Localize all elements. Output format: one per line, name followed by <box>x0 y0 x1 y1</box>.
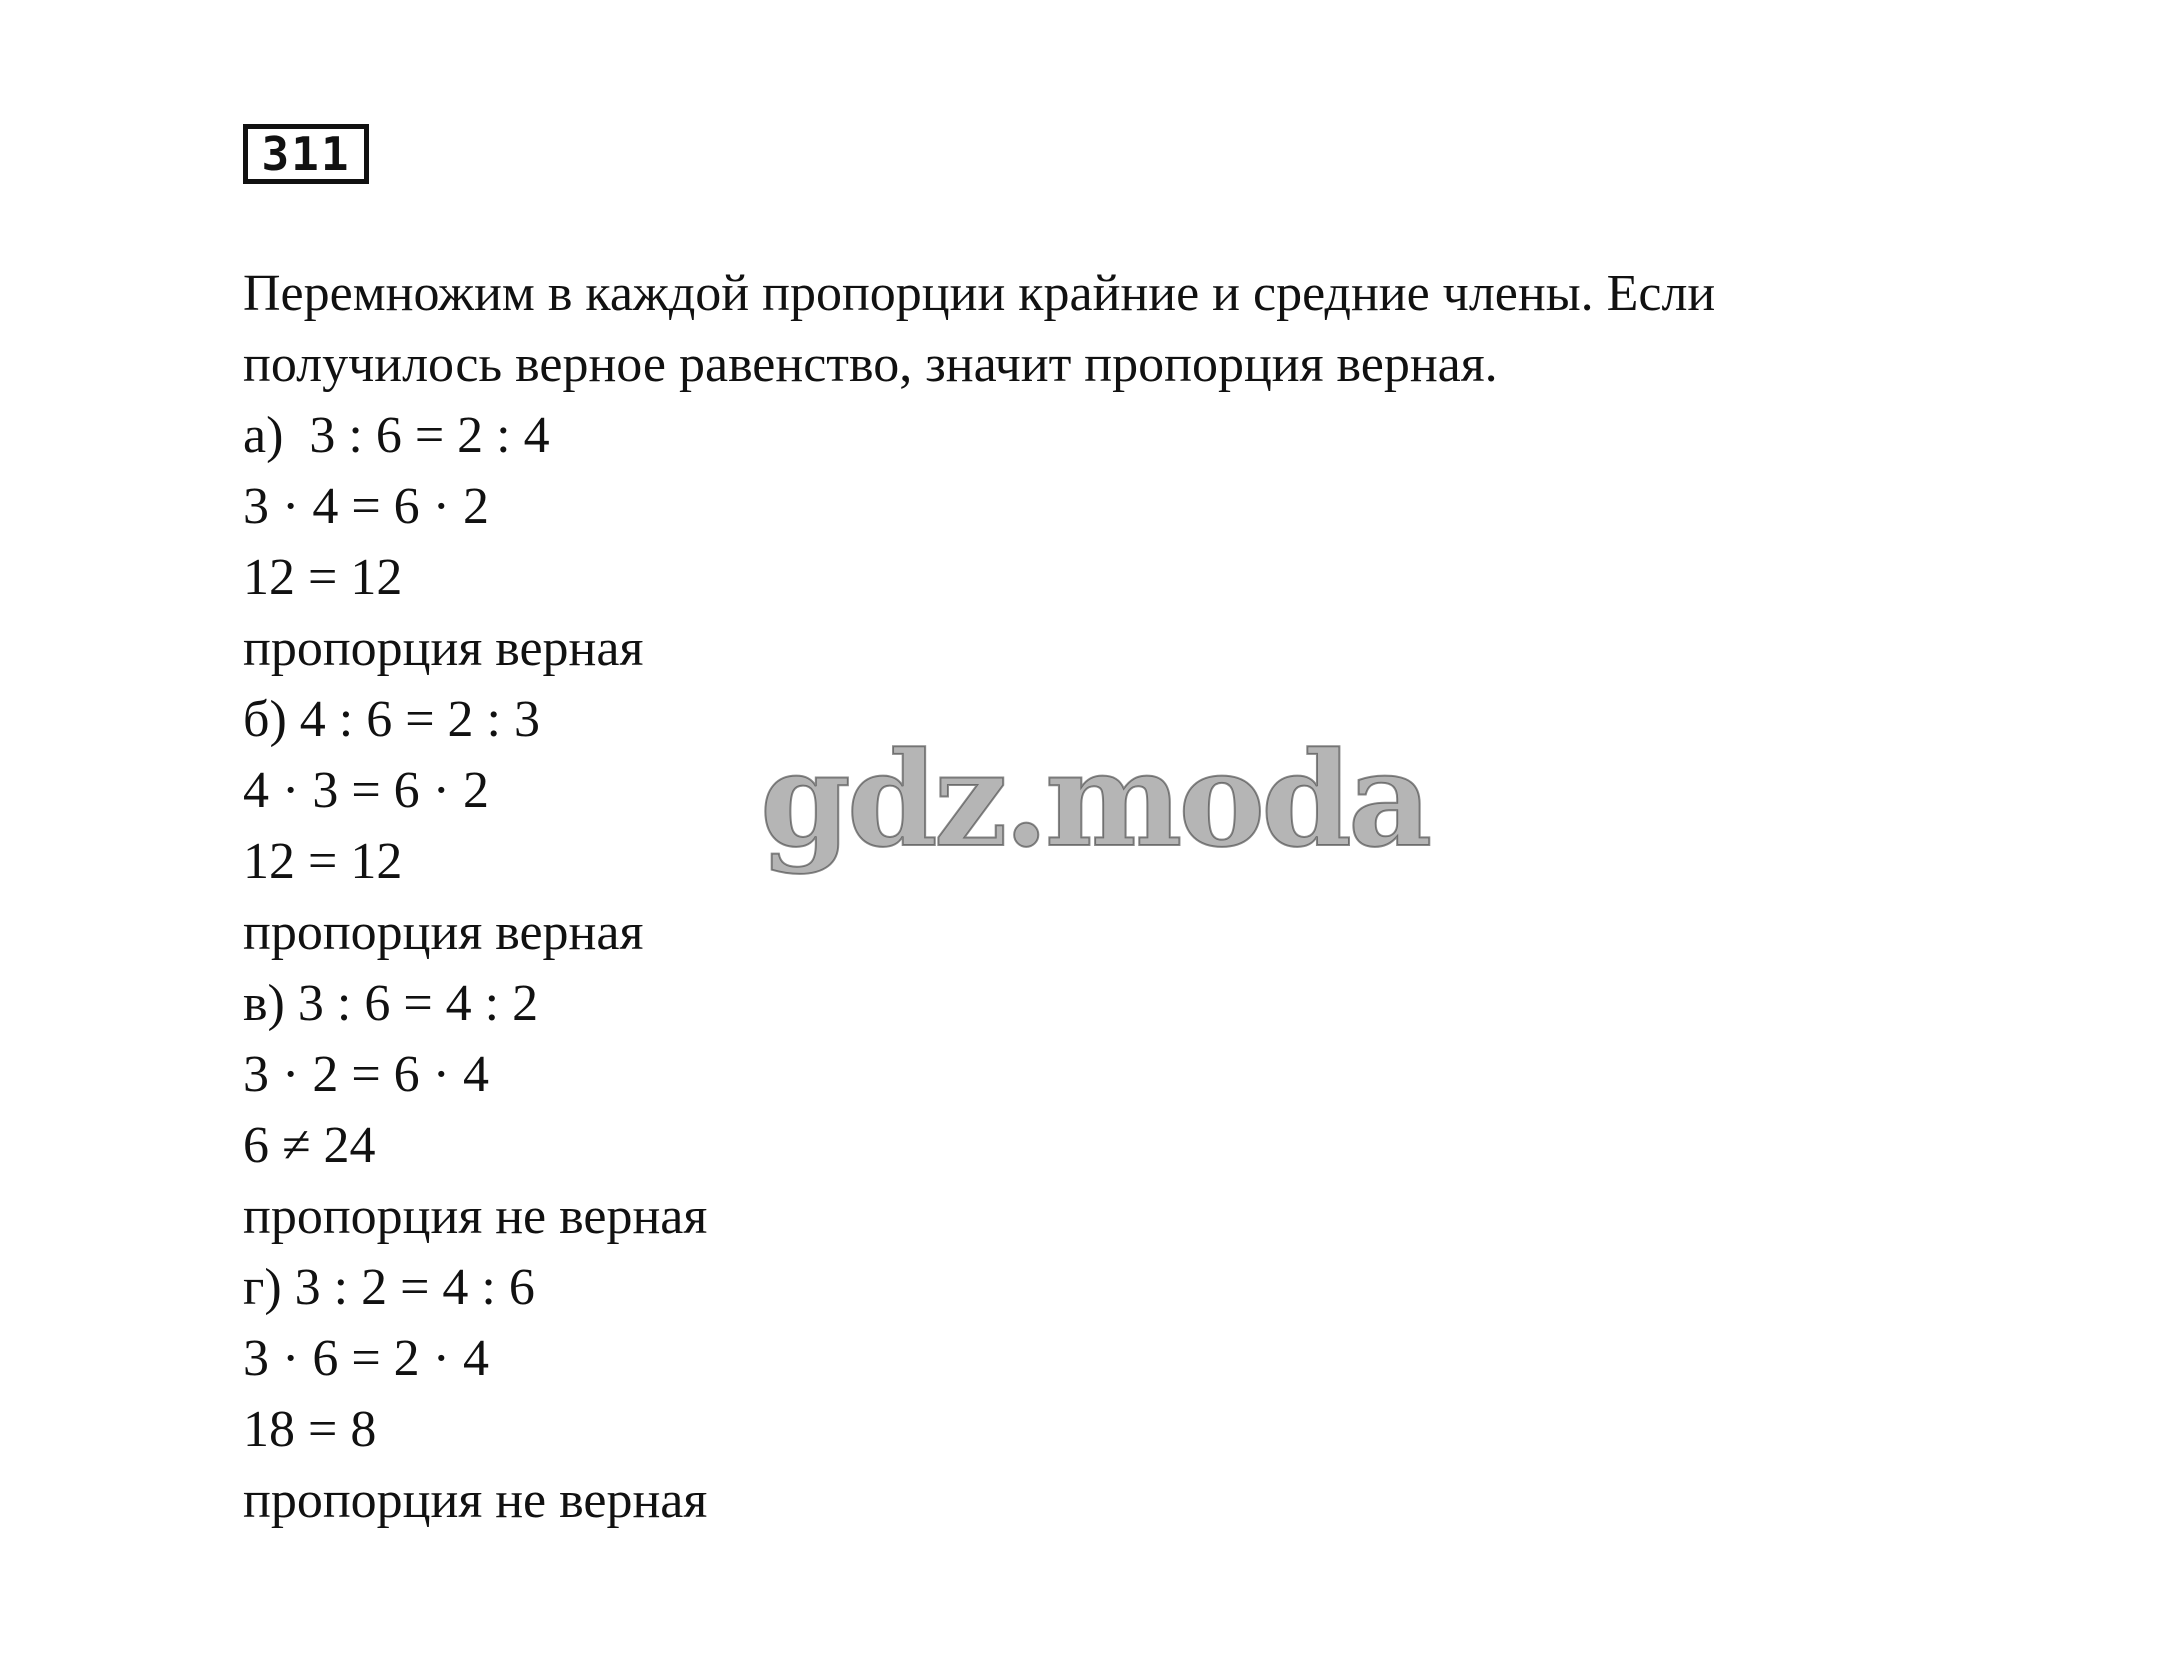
part-d-conclusion: пропорция не верная <box>243 1472 708 1529</box>
part-c-conclusion: пропорция не верная <box>243 1188 708 1245</box>
problem-number-box <box>243 124 369 184</box>
part-c-result: 6 ≠ 24 <box>243 1117 376 1174</box>
part-a-result: 12 = 12 <box>243 549 403 606</box>
part-c-proportion: в) 3 : 6 = 4 : 2 <box>243 975 539 1032</box>
intro-line-1: Перемножим в каждой пропорции крайние и средние члены. Если <box>243 265 1716 322</box>
part-b-proportion: б) 4 : 6 = 2 : 3 <box>243 691 540 748</box>
part-d-result: 18 = 8 <box>243 1401 377 1458</box>
part-c-product: 3 · 2 = 6 · 4 <box>243 1046 489 1103</box>
part-a-proportion: а) 3 : 6 = 2 : 4 <box>243 407 550 464</box>
problem-number: 311 <box>261 127 351 181</box>
part-a-conclusion: пропорция верная <box>243 620 644 677</box>
part-a-product: 3 · 4 = 6 · 2 <box>243 478 489 535</box>
part-b-conclusion: пропорция верная <box>243 904 644 961</box>
part-d-proportion: г) 3 : 2 = 4 : 6 <box>243 1259 535 1316</box>
intro-line-2: получилось верное равенство, значит пропорция верная. <box>243 336 1498 393</box>
solution-text <box>243 258 2043 1536</box>
part-b-product: 4 · 3 = 6 · 2 <box>243 762 489 819</box>
part-b-result: 12 = 12 <box>243 833 403 890</box>
part-d-product: 3 · 6 = 2 · 4 <box>243 1330 489 1387</box>
watermark: gdz.moda <box>760 723 1429 876</box>
